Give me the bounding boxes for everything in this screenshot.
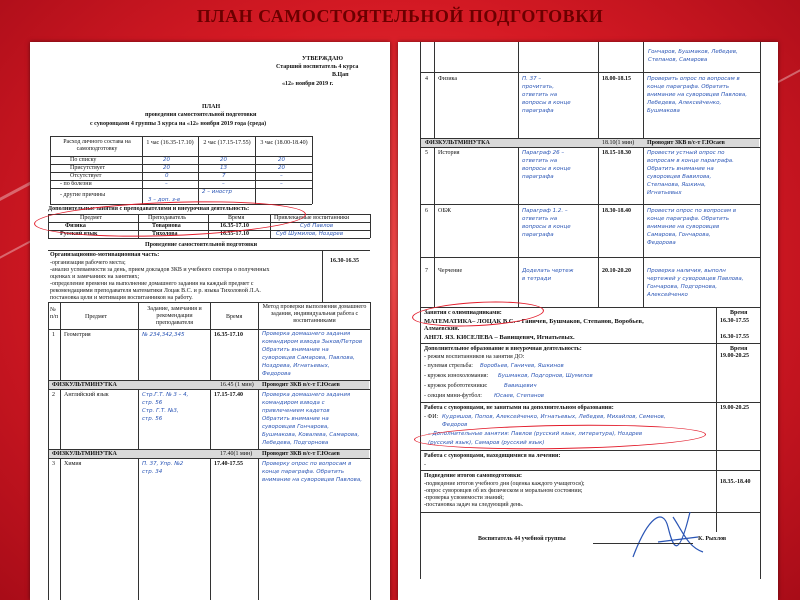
pe-minute-label: ФИЗКУЛЬТМИНУТКА xyxy=(52,382,117,388)
extra-header: Преподаватель xyxy=(148,215,187,221)
lesson-number: 7 xyxy=(425,268,428,274)
attendance-value: 2 – иностр xyxy=(202,189,233,195)
lesson-task: стр. 56 xyxy=(142,400,163,406)
pe-minute-label: ФИЗКУЛЬТМИНУТКА xyxy=(425,140,490,146)
attendance-row-label: Отсутствует xyxy=(70,173,102,179)
approve-line: Старший воспитатель 4 курса xyxy=(276,64,359,70)
attendance-value: – xyxy=(222,181,225,187)
lesson-task: Стр.Г.Т. № 3 – 4, xyxy=(142,392,189,398)
work-title: Работа с суворовцами, не занятыми на дополнительном образовании: xyxy=(424,405,614,411)
lesson-check: Федорова xyxy=(262,371,291,377)
lesson-task: П. 37, Упр. №2 xyxy=(142,461,184,467)
attendance-value: 20 xyxy=(278,157,285,163)
org-line: постановка цели и мотивация воспитанников на работу. xyxy=(50,295,193,301)
check-continued: Гончаров, Бушмаков, Лебедев, xyxy=(648,49,738,55)
plan-heading: с суворовцами 4 группы 3 курса на «12» ноября 2019 года (среда) xyxy=(90,121,267,127)
lesson-task: ответить на xyxy=(522,216,558,222)
lesson-check: суворовцев Гончарова, xyxy=(262,424,329,430)
lesson-check: Бушмакова xyxy=(647,108,680,114)
lesson-check: Самарова, Гончарова, xyxy=(647,232,711,238)
lesson-check: Провести устный опрос по xyxy=(647,150,725,156)
check-continued: Степанов, Самарова xyxy=(648,57,708,63)
extra-education-line: - секция мини-футбол: xyxy=(424,393,482,399)
lesson-check: внимание на суворовцев xyxy=(647,224,720,230)
right-document-page xyxy=(398,42,778,600)
lesson-task: ответить на xyxy=(522,92,558,98)
lesson-subject: ОБЖ xyxy=(438,208,452,214)
lesson-check: Проверка наличия, выполн xyxy=(647,268,726,274)
extra-time: 16.35-17.10 xyxy=(220,223,249,229)
approve-line: В.Цап xyxy=(332,72,349,78)
pe-minute-time: 16.45 (1 мин) xyxy=(220,382,254,388)
attendance-header: 2 час (17.15-17.55) xyxy=(203,140,251,146)
lesson-number: 2 xyxy=(52,392,55,398)
org-title: Организационно-мотивационная часть: xyxy=(50,252,160,258)
lesson-subject: Английский язык xyxy=(64,392,109,398)
attendance-value: 20 xyxy=(163,165,170,171)
extra-education-students: Юсаев, Степанов xyxy=(494,393,545,399)
lesson-check: привлечением кадетов xyxy=(262,408,330,414)
lesson-check: Обратить внимание на xyxy=(262,416,329,422)
lesson-check: Проверку опрос по вопросам в xyxy=(262,461,352,467)
work-students: Кудряшов, Попов, Алексейченко, Игнатьевых, Лебедев, Михайлов, Семенов, xyxy=(442,414,666,420)
sick-title: Работа с суворовцами, находящимися на лечении: xyxy=(424,453,561,459)
summary-line: -проверка усвояемости знаний; xyxy=(424,495,504,501)
org-line: -определение времени на выполнение домашнего задания на каждый предмет с xyxy=(50,281,254,287)
extra-education-line: - режим воспитанников на занятия ДО: xyxy=(424,354,525,360)
lesson-number: 4 xyxy=(425,76,428,82)
lesson-task: стр. 56 xyxy=(142,416,163,422)
lesson-check: Проверка домашнего задания xyxy=(262,331,351,337)
olympiad-math: МАТЕМАТИКА– ЛОЦАК В.С. – Ганичев, Бушмаков, Степанов, Воробьев, xyxy=(424,318,644,325)
lesson-time: 18.15-18.30 xyxy=(602,150,631,156)
extra-subject: Русский язык xyxy=(60,231,98,237)
pe-minute-who: Проводит ЗКВ в/с-т Г.Юсаев xyxy=(647,140,725,146)
lesson-header: Время xyxy=(226,314,243,320)
lesson-check: Федорова xyxy=(647,240,676,246)
work-students: Федоров xyxy=(442,422,468,428)
attendance-note: 3 – доп. з-е xyxy=(148,197,181,203)
extra-students: Суб Павлов xyxy=(300,223,334,229)
lesson-check: Провести опрос по вопросам в xyxy=(647,208,737,214)
olympiad-time-header: Время xyxy=(730,310,748,316)
lesson-task: параграфа xyxy=(522,232,554,238)
lesson-task: вопросы в конце xyxy=(522,166,571,172)
lesson-number: 1 xyxy=(52,332,55,338)
lesson-task: П. 37 – xyxy=(522,76,542,82)
lesson-header: Метод проверки выполнения домашнего задания, индивидуальная работа с воспитанниками xyxy=(262,304,367,324)
signature-mark xyxy=(628,497,708,567)
attendance-header: 1 час (16.35-17.10) xyxy=(146,140,194,146)
extra-education-students: Бушмаков, Подгорнов, Шумилов xyxy=(498,373,593,379)
lesson-check: чертежей у суворовцев Павлова, xyxy=(647,276,744,282)
plan-heading: проведения самостоятельной подготовки xyxy=(145,112,257,118)
org-line: оценках и замечаниях на занятиях; xyxy=(50,274,140,280)
lesson-check: Степанова, Яшкина, xyxy=(647,182,706,188)
pe-minute-who: Проводит ЗКВ в/с-т Г.Юсаев xyxy=(262,382,340,388)
olympiad-english: АНГЛ. ЯЗ. КИСЕЛЕВА – Вавищевич, Игнатьевых. xyxy=(424,334,575,341)
attendance-value: 20 xyxy=(278,165,285,171)
lesson-check: Обратить внимание на xyxy=(647,166,714,172)
extra-classes-title: Дополнительные занятия с преподавателями и внеурочная деятельность: xyxy=(48,206,250,212)
summary-line: -подведение итогов учебного дня (оценка каждого учащегося); xyxy=(424,481,585,487)
approve-line: «12» ноября 2019 г. xyxy=(282,81,334,87)
attendance-header: Расход личного состава на самоподготовку xyxy=(63,139,131,152)
extra-education-time: 19.00-20.25 xyxy=(720,353,749,359)
extra-students: Суб Шумилов, Ноздрев xyxy=(276,231,344,237)
attendance-value: – xyxy=(165,181,168,187)
lesson-task: Параграф 1.2. – xyxy=(522,208,568,214)
attendance-row-label: По списку xyxy=(70,157,97,163)
summary-title: Подведение итогов самоподготовки: xyxy=(424,473,523,479)
lesson-time: 17.15-17.40 xyxy=(214,392,243,398)
attendance-row-label: - по болезни xyxy=(60,181,92,187)
pe-minute-time: 18.10(1 мин) xyxy=(602,140,635,146)
lesson-check: суворовцев Самарова, Павлова, xyxy=(262,355,355,361)
attendance-row-label: - другие причины xyxy=(60,192,106,198)
attendance-value: 7 xyxy=(222,173,226,179)
extra-teacher: Товарнова xyxy=(152,223,181,229)
extra-teacher: Тихолова xyxy=(152,231,178,237)
lesson-check: суворовцев Вавилова, xyxy=(647,174,712,180)
lesson-check: командиром взвода с xyxy=(262,400,325,406)
pe-minute-label: ФИЗКУЛЬТМИНУТКА xyxy=(52,451,117,457)
extra-time: 16.35-17.10 xyxy=(220,231,249,237)
attendance-value: 20 xyxy=(163,157,170,163)
lesson-subject: Геометрия xyxy=(64,332,91,338)
lesson-task: ответить на xyxy=(522,158,558,164)
lesson-subject: Химия xyxy=(64,461,82,467)
lesson-check: внимание на суворовцев Павлова, xyxy=(262,477,363,483)
lesson-task: прочитать, xyxy=(522,84,555,90)
lesson-task: вопросы в конце xyxy=(522,100,571,106)
work-time: 19.00-20.25 xyxy=(720,405,749,411)
slide-title: ПЛАН САМОСТОЯТЕЛЬНОЙ ПОДГОТОВКИ xyxy=(196,6,604,26)
org-line: -анализ успеваемости за день, прием докладов ЗКВ и учебного сектора о полученных xyxy=(50,267,270,273)
extra-education-students: Вавищевич xyxy=(504,383,537,389)
org-line: рекомендациями преподавателя математики Лоцак В.С. и р. языка Тихоловой Л.А. xyxy=(50,288,261,294)
lesson-check: Лебедева, Алексейченко, xyxy=(647,100,722,106)
lesson-check: Бушмакова, Ковалева, Самарова, xyxy=(262,432,360,438)
olympiad-title: Занятия с олимпиадниками: xyxy=(424,310,502,316)
lesson-time: 18.30-18.40 xyxy=(602,208,631,214)
lesson-check: Лебедева, Подгорнова xyxy=(262,440,329,446)
org-line: -организация рабочего места; xyxy=(50,260,126,266)
lesson-time: 20.10-20.20 xyxy=(602,268,631,274)
lesson-subject: Физика xyxy=(438,76,458,82)
lesson-task: вопросы в конце xyxy=(522,224,571,230)
lesson-check: Игнатьевых xyxy=(647,190,682,196)
attendance-value: 20 xyxy=(220,157,227,163)
lesson-check: Гончарова, Подгорнова, xyxy=(647,284,717,290)
work-students: (русский язык), Самаров (русский язык) xyxy=(428,440,545,446)
lesson-check: конце параграфа. Обратить xyxy=(262,469,345,475)
lesson-task: параграфа xyxy=(522,174,554,180)
lesson-header: Задание, замечания и рекомендации преподавателя xyxy=(147,306,202,326)
olympiad-time: 16.30-17.55 xyxy=(720,318,749,324)
lesson-number: 6 xyxy=(425,208,428,214)
work-fio: - ФИ: xyxy=(424,414,439,420)
attendance-value: 13 xyxy=(220,165,227,171)
signer-name: К. Рыхлов xyxy=(698,536,727,542)
lesson-check: вопросам в конце параграфа. xyxy=(647,158,734,164)
lesson-task: в тетради xyxy=(522,276,552,282)
attendance-value: – xyxy=(280,181,283,187)
extra-education-time-header: Время xyxy=(730,346,748,352)
lesson-number: 3 xyxy=(52,461,55,467)
proceedings-title: Проведение самостоятельной подготовки xyxy=(145,242,258,248)
lesson-check: Проверка домашнего задания xyxy=(262,392,351,398)
lesson-check: командиром взвода Зыков/Петров xyxy=(262,339,363,345)
lesson-check: конце параграфа. Обратить xyxy=(647,84,730,90)
lesson-header: Предмет xyxy=(85,314,108,320)
attendance-row-label: Присутствует xyxy=(70,165,105,171)
extra-education-title: Дополнительное образование и внеурочная деятельность: xyxy=(424,346,582,352)
extra-header: Привлекаемые воспитанники xyxy=(274,215,350,221)
lesson-check: внимание на суворовцев Павлова, xyxy=(647,92,748,98)
lesson-subject: История xyxy=(438,150,460,156)
plan-heading: ПЛАН xyxy=(202,104,221,110)
approve-line: УТВЕРЖДАЮ xyxy=(302,56,344,62)
extra-education-line: - пулевая стрельба: xyxy=(424,363,473,369)
extra-education-students: Воробьев, Ганичев, Яшкинов xyxy=(480,363,564,369)
extra-header: Время xyxy=(228,215,245,221)
summary-line: -постановка задач на следующий день. xyxy=(424,502,524,508)
olympiad-math-cont: Алмаевский. xyxy=(424,326,460,332)
extra-subject: Физика xyxy=(65,223,86,229)
attendance-header: 3 час (18.00-18.40) xyxy=(260,140,308,146)
pe-minute-time: 17.40(1 мин) xyxy=(220,451,253,457)
lesson-task: стр. 34 xyxy=(142,469,163,475)
lesson-time: 17.40-17.55 xyxy=(214,461,243,467)
lesson-task: Параграф 26 – xyxy=(522,150,565,156)
lesson-subject: Черчение xyxy=(438,268,463,274)
lesson-check: Ноздрева, Игнатьевых, xyxy=(262,363,330,369)
extra-education-line: - кружок изнохоломания: xyxy=(424,373,489,379)
left-document-page xyxy=(30,42,390,600)
lesson-number: 5 xyxy=(425,150,428,156)
pe-minute-who: Проводит ЗКВ в/с-т Г.Юсаев xyxy=(262,451,340,457)
summary-time: 18.35.-18.40 xyxy=(720,479,751,485)
extra-education-line: - кружок робототехники: xyxy=(424,383,488,389)
lesson-check: Алексейченко xyxy=(647,292,688,298)
work-students: – Дополнительные занятия: Павлов (русский язык, литература), Ноздрев xyxy=(428,431,643,437)
olympiad-time: 16.30-17.55 xyxy=(720,334,749,340)
lesson-task: Доделать чертеж xyxy=(522,268,574,274)
org-time: 16.30-16.35 xyxy=(330,258,359,264)
attendance-value: 0 xyxy=(165,173,169,179)
lesson-check: конце параграфа. Обратить xyxy=(647,216,730,222)
lesson-task: параграфа xyxy=(522,108,554,114)
attendance-value: – xyxy=(280,173,283,179)
lesson-check: Обратить внимание на xyxy=(262,347,329,353)
lesson-check: Проверить опрос по вопросам в xyxy=(647,76,740,82)
signer-role: Воспитатель 44 учебной группы xyxy=(478,536,566,542)
lesson-task: № 234,342,345 xyxy=(142,332,185,338)
lesson-time: 18.00-18.15 xyxy=(602,76,631,82)
lesson-time: 16.35-17.10 xyxy=(214,332,243,338)
lesson-header: № п/п xyxy=(50,307,59,320)
summary-line: -опрос суворовцев об их физическом и моральном состоянии; xyxy=(424,488,583,494)
sick-dash: - xyxy=(424,462,426,468)
extra-header: Предмет xyxy=(80,215,103,221)
lesson-task: Стр. Г.Т. №3, xyxy=(142,408,179,414)
